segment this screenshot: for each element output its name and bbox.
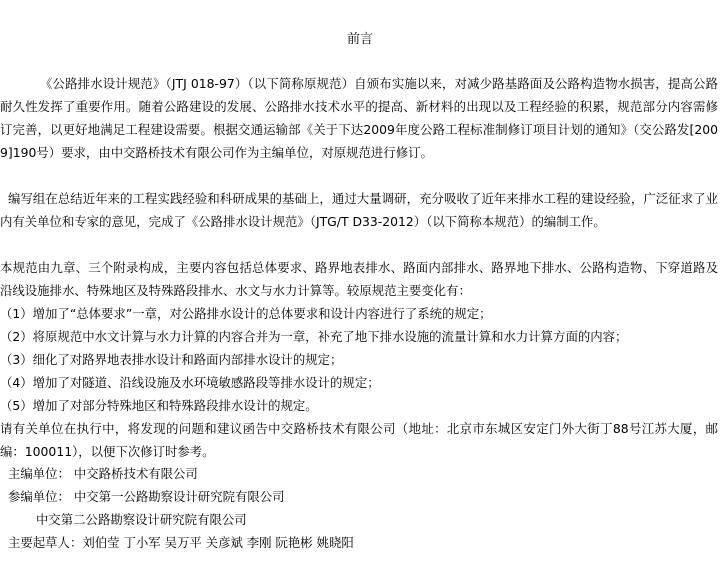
chief-editor-unit: 主编单位： 中交路桥技术有限公司 xyxy=(8,466,198,481)
page-title: 前言 xyxy=(346,32,373,47)
change-item-5: （5）增加了对部分特殊地区和特殊路段排水设计的规定。 xyxy=(0,398,318,413)
change-item-2: （2）将原规范中水文计算与水力计算的内容合并为一章，补充了地下排水设施的流量计算和水力计算方面的内容； xyxy=(0,329,628,344)
participating-unit: 参编单位： 中交第一公路勘察设计研究院有限公司 xyxy=(8,489,285,504)
paragraph-background: 《公路排水设计规范》（JTJ 018-97）（以下简称原规范）自颁布实施以来，对减少路基路面及公路构造物水损害，提高公路耐久性发挥了重要作用。随着公路建设的发展、公路排水技术水平的提高、新材料的出现以及工程经验的积累，规范部分内容需修订完善，以更好地满足工程建设需要。根据交通运输部《关于下达2009年度公路工程标准制修订项目计划的通知》（交公路发[2009]190号）要求，由中交路桥技术有限公司作为主编单位，对原规范进行修订。 xyxy=(0,76,718,160)
participating-unit-2: 中交第二公路勘察设计研究院有限公司 xyxy=(36,512,247,527)
change-item-1: （1）增加了“总体要求”一章，对公路排水设计的总体要求和设计内容进行了系统的规定； xyxy=(0,306,492,321)
change-item-3: （3）细化了对路界地表排水设计和路面内部排水设计的规定； xyxy=(0,352,343,367)
change-item-4: （4）增加了对隧道、沿线设施及水环境敏感路段等排水设计的规定； xyxy=(0,375,380,390)
paragraph-feedback: 请有关单位在执行中，将发现的问题和建议函告中交路桥技术有限公司（地址：北京市东城区安定门外大街丁88号江苏大厦，邮编：100011），以便下次修订时参考。 xyxy=(0,421,718,459)
main-drafters: 主要起草人：刘伯莹 丁小军 吴万平 关彦斌 李刚 阮艳彬 姚晓阳 xyxy=(8,535,354,550)
paragraph-compilation: 编写组在总结近年来的工程实践经验和科研成果的基础上，通过大量调研，充分吸收了近年来排水工程的建设经验，广泛征求了业内有关单位和专家的意见，完成了《公路排水设计规范》（JTG/T D33-2012）（以下简称本规范）的编制工作。 xyxy=(0,191,718,229)
paragraph-structure: 本规范由九章、三个附录构成，主要内容包括总体要求、路界地表排水、路面内部排水、路界地下排水、公路构造物、下穿道路及沿线设施排水、特殊地区及特殊路段排水、水文与水力计算等。较原规范主要变化有： xyxy=(0,260,718,298)
